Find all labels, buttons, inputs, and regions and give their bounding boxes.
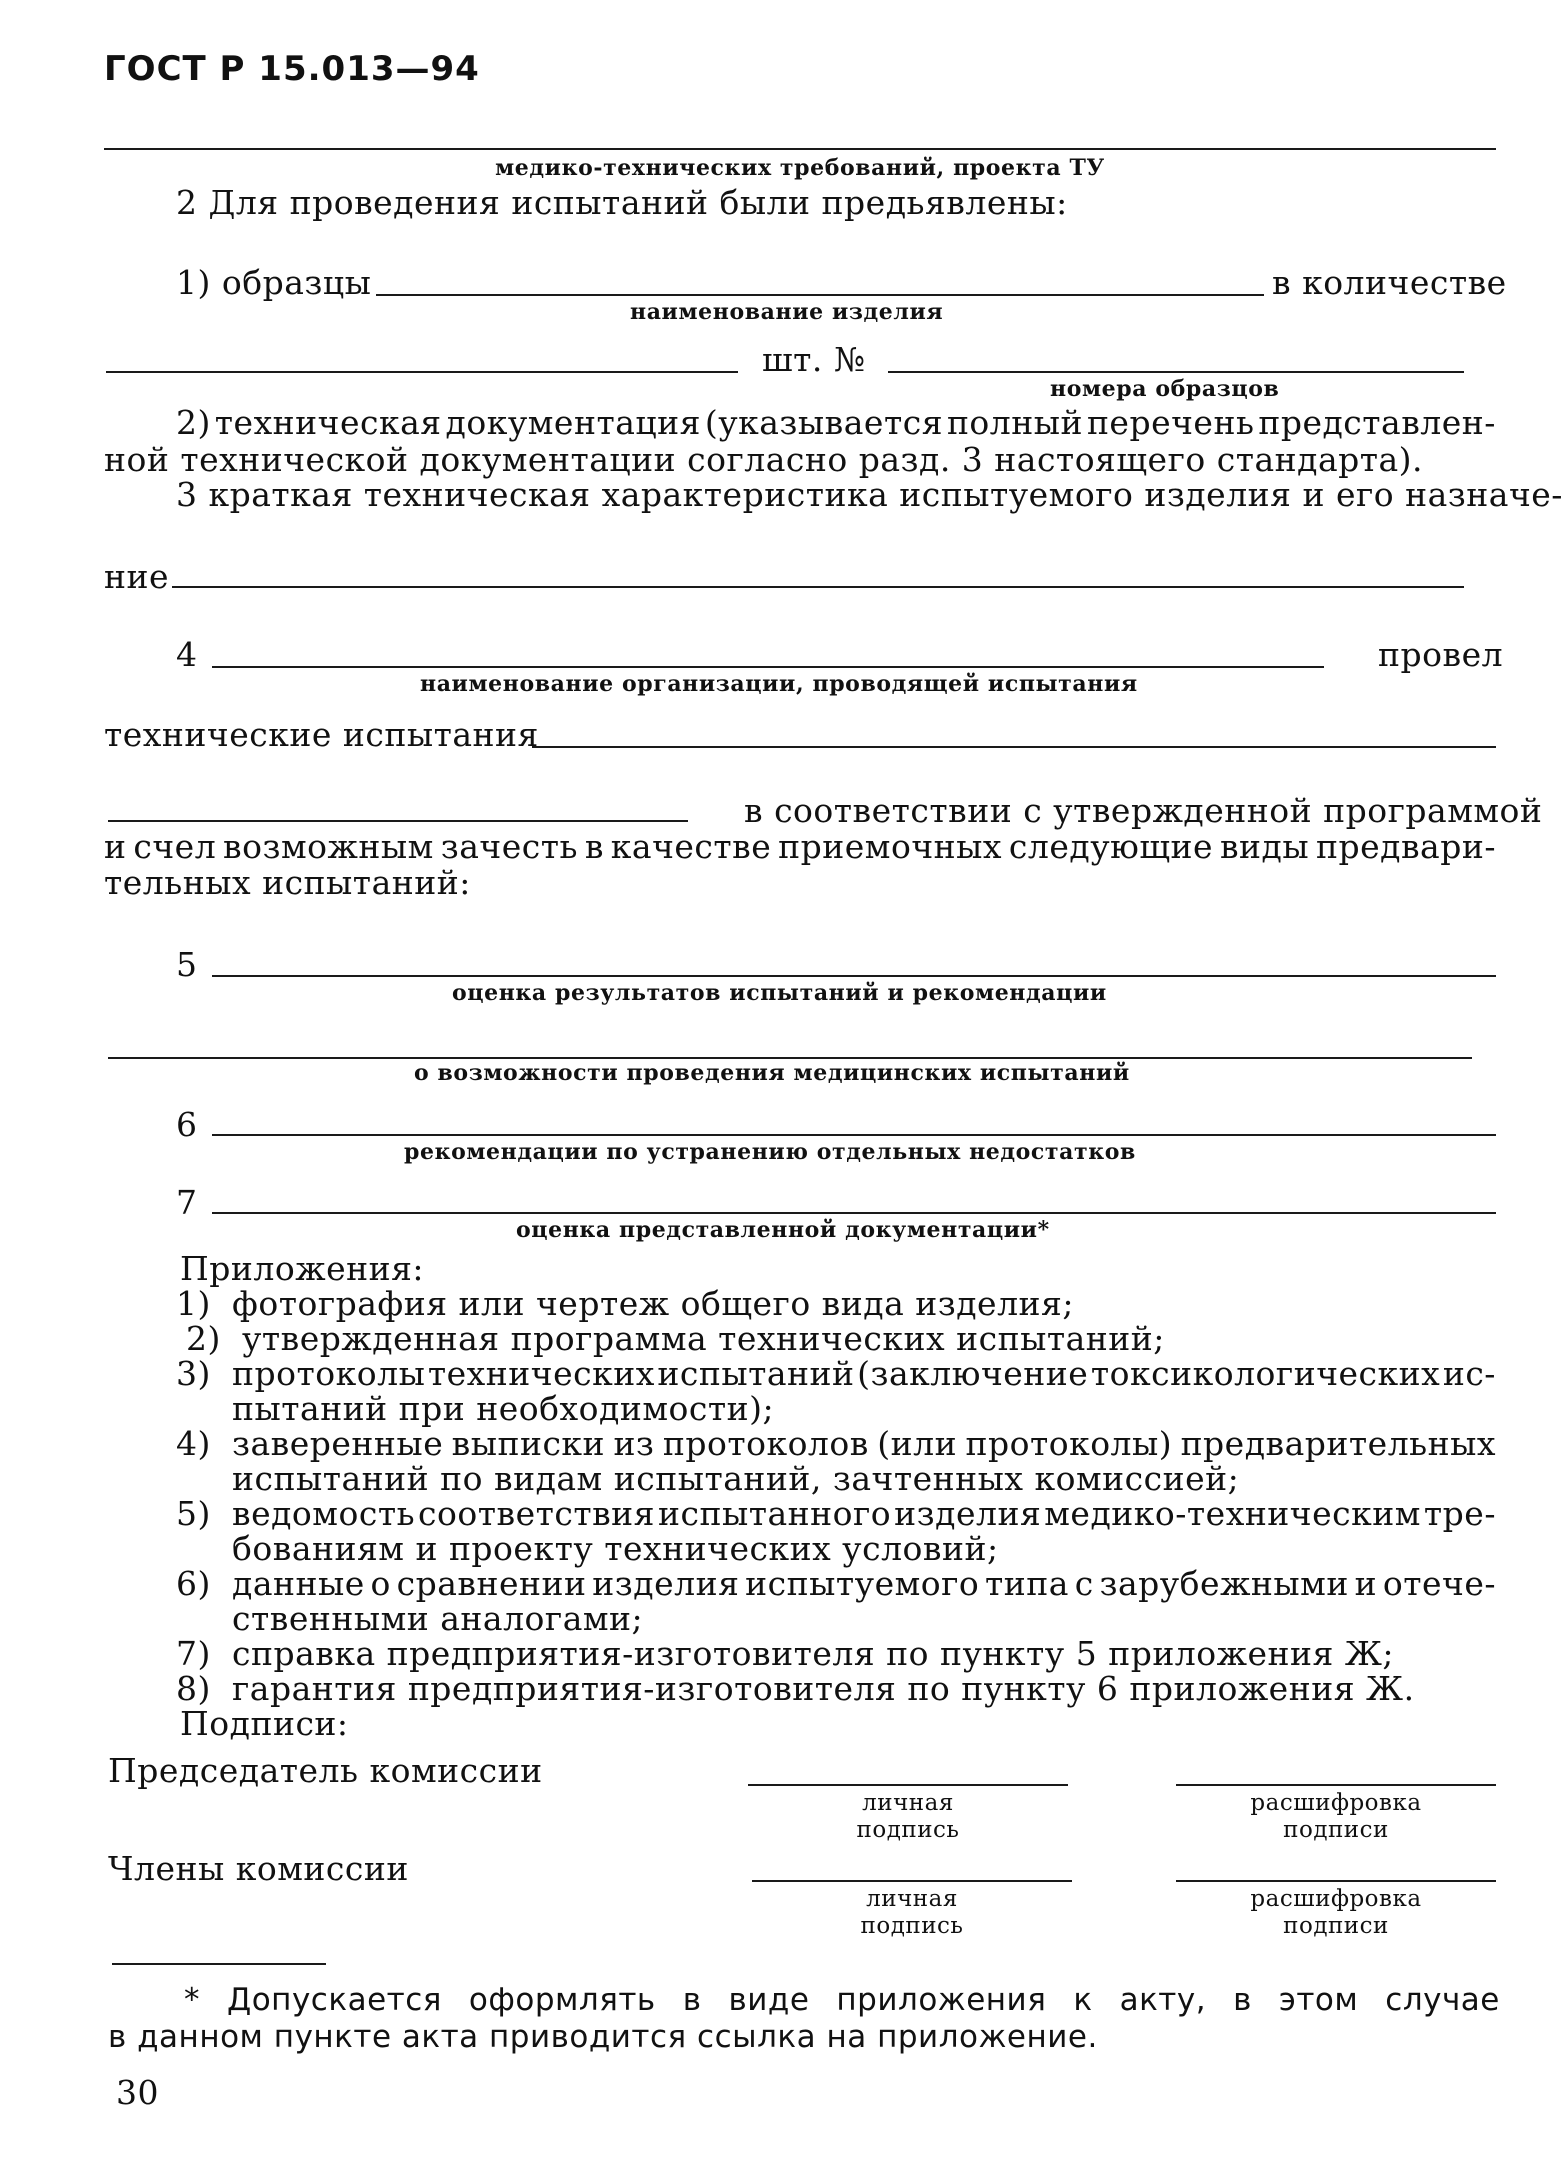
appendix-number: 2) <box>186 1319 221 1358</box>
section-5-line-2 <box>108 1057 1472 1059</box>
signature-caption: личная <box>862 1790 954 1816</box>
section-7-line <box>212 1212 1496 1214</box>
section-4-tail: провел <box>1378 635 1504 674</box>
sample-numbers-line <box>888 371 1464 373</box>
decoding-caption: подписи <box>1283 1817 1389 1843</box>
section-3-line-1: 3 краткая техническая характеристика испытуемого изделия и его назначе- <box>176 475 1563 514</box>
caption-sample-numbers: номера образцов <box>1050 376 1280 402</box>
appendix-text-continued: пытаний при необходимости); <box>232 1389 775 1428</box>
decoding-caption: подписи <box>1283 1913 1389 1939</box>
appendix-number: 1) <box>176 1284 211 1323</box>
section-2-title: 2 Для проведения испытаний были предьявлены: <box>176 183 1068 222</box>
caption-recommendations: рекомендации по устранению отдельных недостатков <box>404 1139 1136 1165</box>
appendix-text-continued: ственными аналогами; <box>232 1599 644 1638</box>
item-1-label: 1) образцы <box>176 263 372 302</box>
appendix-text: утвержденная программа технических испытаний; <box>242 1319 1165 1358</box>
item-2-line-1: 2) техническая документация (указывается полный перечень представлен- <box>176 403 1496 442</box>
appendix-number: 7) <box>176 1634 211 1673</box>
top-fill-line <box>104 148 1496 150</box>
section-4-org-line <box>212 666 1324 668</box>
chairman-signature-line <box>748 1784 1068 1786</box>
footnote-line-2: в данном пункте акта приводится ссылка на приложение. <box>108 2019 1098 2055</box>
appendix-text: фотография или чертеж общего вида изделия; <box>232 1284 1074 1323</box>
section-5-number: 5 <box>176 945 198 984</box>
caption-mtt: медико-технических требований, проекта ТУ <box>495 155 1105 181</box>
item-1-name-line <box>376 294 1264 296</box>
caption-organization: наименование организации, проводящей испытания <box>420 671 1138 697</box>
section-3-fill-line <box>172 586 1464 588</box>
appendix-number: 4) <box>176 1424 211 1463</box>
technical-tests-label: технические испытания <box>104 715 539 754</box>
signature-caption: личная <box>866 1886 958 1912</box>
members-label: Члены комиссии <box>108 1849 409 1888</box>
signature-caption: подпись <box>860 1913 964 1939</box>
footnote-line-1: * Допускается оформлять в виде приложения к акту, в этом случае <box>184 1982 1500 2018</box>
appendix-text: протоколы технических испытаний (заключение токсикологических ис- <box>232 1354 1496 1393</box>
members-signature-line <box>752 1880 1072 1882</box>
section-4-line-c: тельных испытаний: <box>104 863 471 902</box>
appendix-text: справка предприятия-изготовителя по пункту 5 приложения Ж; <box>232 1634 1395 1673</box>
caption-results: оценка результатов испытаний и рекомендации <box>452 980 1107 1006</box>
chairman-decoding-line <box>1176 1784 1496 1786</box>
appendix-text: заверенные выписки из протоколов (или протоколы) предварительных <box>232 1424 1496 1463</box>
members-decoding-line <box>1176 1880 1496 1882</box>
chairman-label: Председатель комиссии <box>108 1751 543 1790</box>
section-4-number: 4 <box>176 635 198 674</box>
appendix-number: 5) <box>176 1494 211 1533</box>
appendix-text: данные о сравнении изделия испытуемого типа с зарубежными и отече- <box>232 1564 1496 1603</box>
section-3-line-2: ние <box>104 557 170 596</box>
appendices-title: Приложения: <box>180 1249 425 1288</box>
item-2-line-2: ной технической документации согласно разд. 3 настоящего стандарта). <box>104 440 1424 479</box>
section-7-number: 7 <box>176 1183 198 1222</box>
program-line <box>108 820 688 822</box>
signatures-title: Подписи: <box>180 1704 349 1743</box>
appendix-number: 6) <box>176 1564 211 1603</box>
section-4-line-a: в соответствии с утвержденной программой <box>744 791 1543 830</box>
quantity-line <box>106 371 738 373</box>
section-4-line-b: и счел возможным зачесть в качестве приемочных следующие виды предвари- <box>104 827 1496 866</box>
page-number: 30 <box>116 2073 159 2112</box>
appendix-text-continued: бованиям и проекту технических условий; <box>232 1529 999 1568</box>
appendix-text-continued: испытаний по видам испытаний, зачтенных комиссией; <box>232 1459 1240 1498</box>
appendix-number: 3) <box>176 1354 211 1393</box>
decoding-caption: расшифровка <box>1250 1886 1422 1912</box>
caption-medical-tests: о возможности проведения медицинских испытаний <box>414 1060 1130 1086</box>
footnote-separator <box>112 1963 326 1965</box>
appendix-text: ведомость соответствия испытанного изделия медико-техническим тре- <box>232 1494 1496 1533</box>
section-6-number: 6 <box>176 1105 198 1144</box>
signature-caption: подпись <box>856 1817 960 1843</box>
section-6-line <box>212 1134 1496 1136</box>
technical-tests-line <box>532 746 1496 748</box>
decoding-caption: расшифровка <box>1250 1790 1422 1816</box>
section-5-line-1 <box>212 975 1496 977</box>
caption-product-name: наименование изделия <box>630 299 944 325</box>
caption-documentation: оценка представленной документации* <box>516 1217 1050 1243</box>
appendix-text: гарантия предприятия-изготовителя по пункту 6 приложения Ж. <box>232 1669 1415 1708</box>
item-1-quantity-label: в количестве <box>1272 263 1507 302</box>
appendix-number: 8) <box>176 1669 211 1708</box>
unit-number-label: шт. № <box>762 340 866 379</box>
document-code: ГОСТ Р 15.013—94 <box>104 49 480 89</box>
